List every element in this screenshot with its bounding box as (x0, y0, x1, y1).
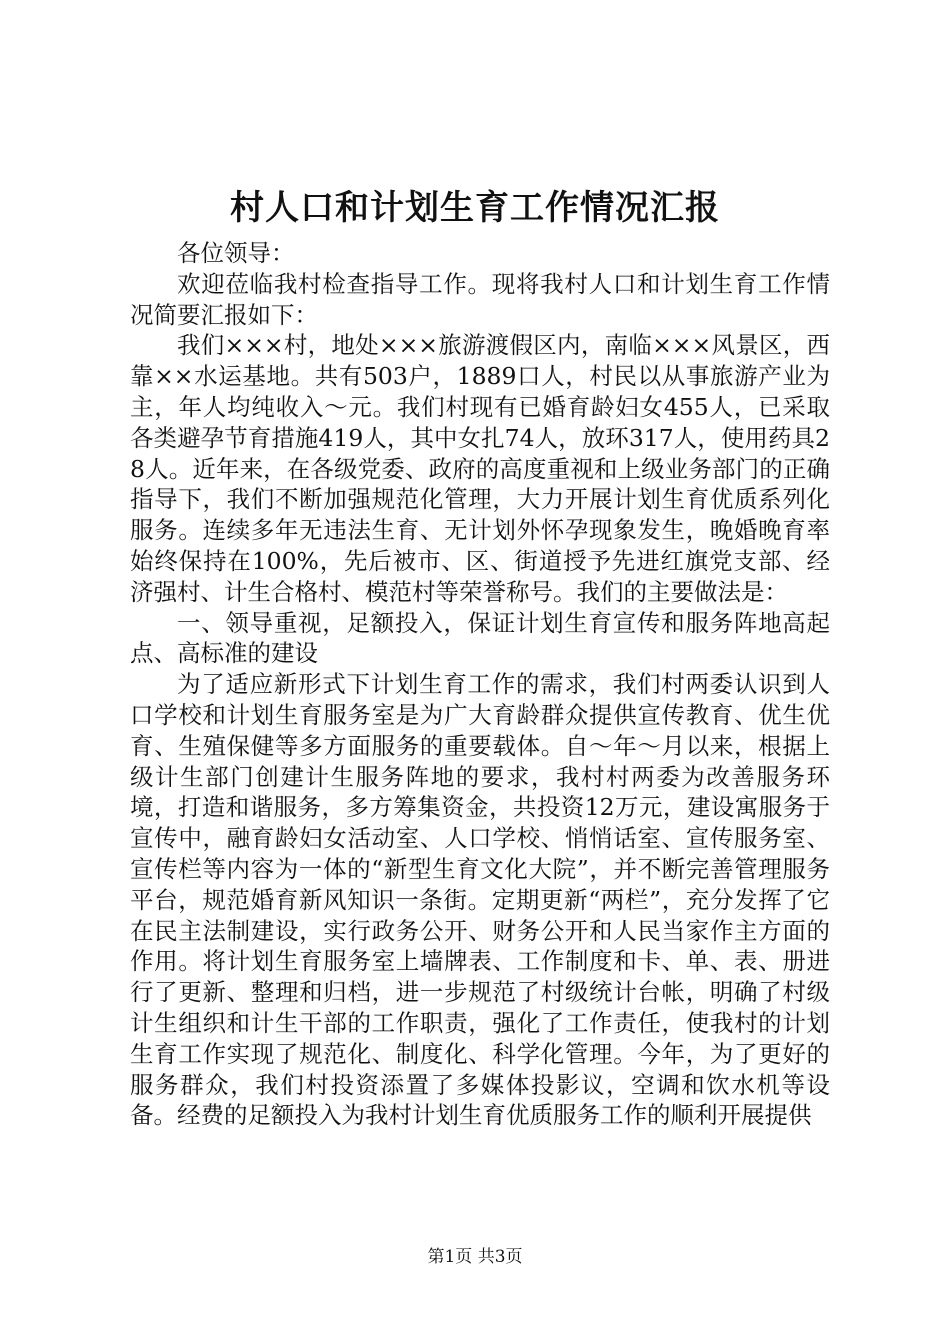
document-title: 村人口和计划生育工作情况汇报 (230, 188, 720, 228)
salutation-paragraph: 各位领导： (177, 239, 295, 267)
village-overview-paragraph: 我们×××村，地处×××旅游渡假区内，南临×××风景区，西靠××水运基地。共有503户，1889口人，村民以从事旅游产业为主，年人均纯收入～元。我们村现有已婚育龄妇女455人，已采取各类避孕节育措施419人，其中女扎74人，放环317人，使用药具28人。近年来，在各级党委、政府的高度重视和上级业务部门的正确指导下，我们不断加强规范化管理，大力开展计划生育优质系列化服务。连续多年无违法生育、无计划外怀孕现象发生，晚婚晚育率始终保持在100%，先后被市、区、街道授予先进红旗党支部、经济强村、计生合格村、模范村等荣誉称号。我们的主要做法是： (130, 331, 830, 606)
page-footer: 第1页 共3页 (427, 1247, 523, 1267)
section-heading-1: 一、领导重视，足额投入，保证计划生育宣传和服务阵地高起点、高标准的建设 (130, 608, 830, 668)
intro-paragraph: 欢迎莅临我村检查指导工作。现将我村人口和计划生育工作情况简要汇报如下： (130, 269, 830, 329)
document-body (130, 238, 830, 1131)
section-1-body-paragraph: 为了适应新形式下计划生育工作的需求，我们村两委认识到人口学校和计划生育服务室是为广大育龄群众提供宣传教育、优生优育、生殖保健等多方面服务的重要载体。自～年～月以来，根据上级计生部门创建计生服务阵地的要求，我村村两委为改善服务环境，打造和谐服务，多方筹集资金，共投资12万元，建设寓服务于宣传中，融育龄妇女活动室、人口学校、悄悄话室、宣传服务室、宣传栏等内容为一体的“新型生育文化大院”，并不断完善管理服务平台，规范婚育新风知识一条街。定期更新“两栏”，充分发挥了它在民主法制建设，实行政务公开、财务公开和人民当家作主方面的作用。将计划生育服务室上墙牌表、工作制度和卡、单、表、册进行了更新、整理和归档，进一步规范了村级统计台帐，明确了村级计生组织和计生干部的工作职责，强化了工作责任，使我村的计划生育工作实现了规范化、制度化、科学化管理。今年，为了更好的服务群众，我们村投资添置了多媒体投影议，空调和饮水机等设备。经费的足额投入为我村计划生育优质服务工作的顺利开展提供 (130, 670, 830, 1130)
